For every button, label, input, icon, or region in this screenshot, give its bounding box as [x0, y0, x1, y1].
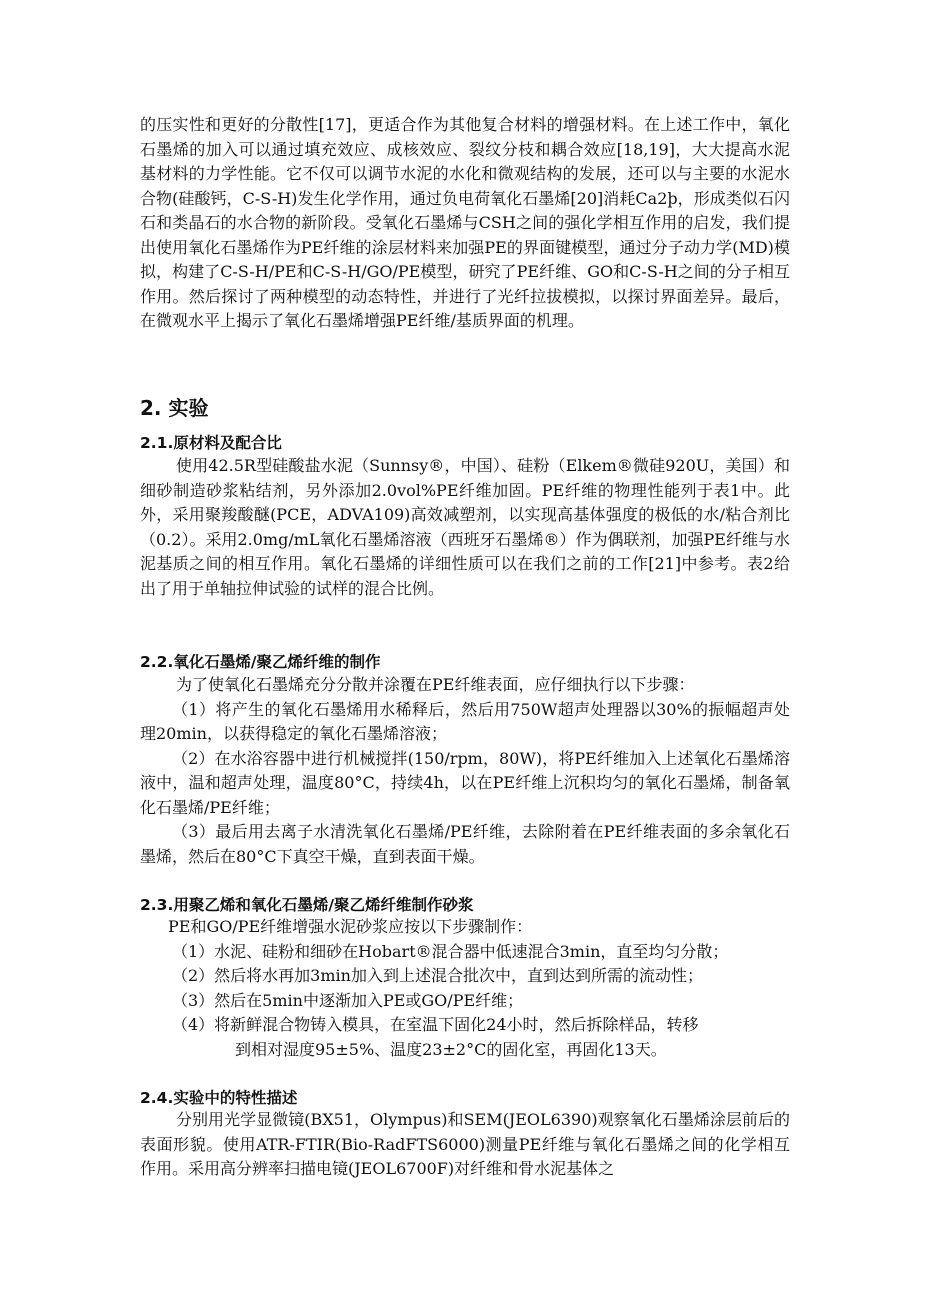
section-2-1-body: [140, 454, 790, 601]
section-2-heading: 2. 实验: [140, 396, 209, 420]
section-2-3-heading: 2.3.用聚乙烯和氧化石墨烯/聚乙烯纤维制作砂浆: [140, 896, 474, 914]
section-2-3-step-2: （2）然后将水再加3min加入到上述混合批次中，直到达到所需的流动性；: [172, 966, 703, 985]
section-2-1-heading: 2.1.原材料及配合比: [140, 434, 282, 452]
section-2-2-heading: 2.2.氧化石墨烯/聚乙烯纤维的制作: [140, 653, 381, 671]
section-2-3-step-4: （4）将新鲜混合物铸入模具，在室温下固化24小时，然后拆除样品，转移: [172, 1015, 699, 1034]
section-2-2-step-2: （2）在水浴容器中进行机械搅拌(150/rpm，80W)，将PE纤维加入上述氧化石墨烯溶液中，温和超声处理，温度80°C，持续4h，以在PE纤维上沉积均匀的氧化石墨烯，制备氧化石墨烯/PE纤维；: [140, 748, 790, 817]
intro-section: [140, 113, 790, 334]
section-2-2-steps: [140, 698, 790, 870]
section-2-4-heading: 2.4.实验中的特性描述: [140, 1089, 298, 1107]
intro-paragraph: 的压实性和更好的分散性[17]，更适合作为其他复合材料的增强材料。在上述工作中，氧化石墨烯的加入可以通过填充效应、成核效应、裂纹分枝和耦合效应[18,19]，大大提高水泥基材料的力学性能。它不仅可以调节水泥的水化和微观结构的发展，还可以与主要的水泥水合物(硅酸钙，C-S-H)发生化学作用，通过负电荷氧化石墨烯[20]消耗Ca2þ，形成类似石闪石和类晶石的水合物的新阶段。受氧化石墨烯与CSH之间的强化学相互作用的启发，我们提出使用氧化石墨烯作为PE纤维的涂层材料来加强PE的界面键模型，通过分子动力学(MD)模拟，构建了C-S-H/PE和C-S-H/GO/PE模型，研究了PE纤维、GO和C-S-H之间的分子相互作用。然后探讨了两种模型的动态特性，并进行了光纤拉拔模拟，以探讨界面差异。最后，在微观水平上揭示了氧化石墨烯增强PE纤维/基质界面的机理。: [140, 115, 790, 330]
section-2-4-body: [140, 1108, 790, 1182]
section-2-2-step-3: （3）最后用去离子水清洗氧化石墨烯/PE纤维，去除附着在PE纤维表面的多余氧化石墨烯，然后在80°C下真空干燥，直到表面干燥。: [140, 822, 790, 866]
section-2-3-body: [140, 915, 790, 1062]
section-2-2-lead: 为了使氧化石墨烯充分分散并涂覆在PE纤维表面，应仔细执行以下步骤：: [176, 675, 695, 694]
section-2-2-step-1: （1）将产生的氧化石墨烯用水稀释后，然后用750W超声处理器以30%的振幅超声处理20min，以获得稳定的氧化石墨烯溶液；: [140, 699, 790, 743]
section-2-3-step-3: （3）然后在5min中逐渐加入PE或GO/PE纤维；: [172, 990, 524, 1010]
section-2-3-step-4-continued: 到相对湿度95±5%、温度23±2°C的固化室，再固化13天。: [235, 1039, 667, 1059]
section-2-2-body: [140, 673, 790, 869]
section-2-3-lead: PE和GO/PE纤维增强水泥砂浆应按以下步骤制作：: [168, 917, 533, 936]
section-2-3-step-1: （1）水泥、硅粉和细砂在Hobart®混合器中低速混合3min，直至均匀分散；: [172, 941, 729, 961]
section-2-4-paragraph: 分别用光学显微镜(BX51，Olympus)和SEM(JEOL6390)观察氧化石墨烯涂层前后的表面形貌。使用ATR-FTIR(Bio-RadFTS6000)测量PE纤维与氧化石墨烯之间的化学相互作用。采用高分辨率扫描电镜(JEOL6700F)对纤维和骨水泥基体之: [140, 1110, 790, 1178]
section-2-1-paragraph: 使用42.5R型硅酸盐水泥（Sunnsy®，中国）、硅粉（Elkem®微硅920U，美国）和细砂制造砂浆粘结剂，另外添加2.0vol%PE纤维加固。PE纤维的物理性能列于表1中。此外，采用聚羧酸醚(PCE，ADVA109)高效减塑剂，以实现高基体强度的极低的水/粘合剂比（0.2）。采用2.0mg/mL氧化石墨烯溶液（西班牙石墨烯®）作为偶联剂，加强PE纤维与水泥基质之间的相互作用。氧化石墨烯的详细性质可以在我们之前的工作[21]中参考。表2给出了用于单轴拉伸试验的试样的混合比例。: [140, 456, 790, 598]
